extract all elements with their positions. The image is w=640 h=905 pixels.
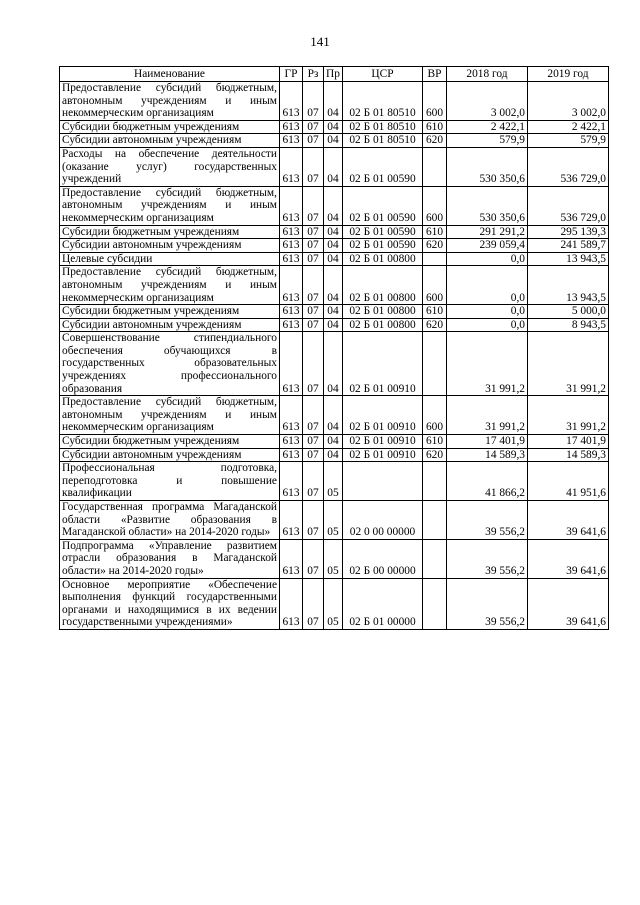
table-row: [60, 539, 609, 578]
pr-code: 04: [324, 318, 343, 332]
rz-code: 07: [303, 501, 324, 540]
vr-code: [423, 539, 447, 578]
row-name: Профессиональная подготовка, переподготовка и повышение квалификации: [60, 462, 280, 501]
row-name: Субсидии бюджетным учреждениям: [60, 435, 280, 449]
csr-code: 02 Б 01 80510: [343, 82, 423, 121]
vr-code: 620: [423, 318, 447, 332]
vr-code: [423, 252, 447, 266]
rz-code: 07: [303, 82, 324, 121]
table-row: [60, 332, 609, 396]
vr-code: 610: [423, 120, 447, 134]
vr-code: [423, 501, 447, 540]
row-name: Государственная программа Магаданской области «Развитие образования в Магаданской области» на 2014-2020 годы»: [60, 501, 280, 540]
row-name: Субсидии бюджетным учреждениям: [60, 120, 280, 134]
csr-code: 02 Б 01 00590: [343, 147, 423, 186]
csr-code: 02 Б 01 80510: [343, 134, 423, 148]
row-name: Субсидии автономным учреждениям: [60, 318, 280, 332]
table-row: [60, 448, 609, 462]
rz-code: 07: [303, 266, 324, 305]
row-name: Субсидии автономным учреждениям: [60, 239, 280, 253]
rz-code: 07: [303, 578, 324, 629]
column-header: Пр: [324, 67, 343, 82]
budget-table: [59, 66, 609, 630]
csr-code: 02 Б 01 00910: [343, 396, 423, 435]
amount-2018: 0,0: [447, 305, 528, 319]
pr-code: 04: [324, 435, 343, 449]
amount-2019: 295 139,3: [528, 225, 609, 239]
csr-code: 02 Б 01 00910: [343, 332, 423, 396]
gr-code: 613: [280, 396, 303, 435]
amount-2019: 31 991,2: [528, 332, 609, 396]
amount-2019: 13 943,5: [528, 252, 609, 266]
column-header: Наименование: [60, 67, 280, 82]
pr-code: 04: [324, 186, 343, 225]
vr-code: [423, 147, 447, 186]
gr-code: 613: [280, 82, 303, 121]
amount-2019: 13 943,5: [528, 266, 609, 305]
table-row: [60, 147, 609, 186]
pr-code: 05: [324, 578, 343, 629]
row-name: Субсидии автономным учреждениям: [60, 448, 280, 462]
rz-code: 07: [303, 435, 324, 449]
amount-2018: 39 556,2: [447, 501, 528, 540]
amount-2018: 14 589,3: [447, 448, 528, 462]
column-header: Рз: [303, 67, 324, 82]
table-row: [60, 462, 609, 501]
table-row: [60, 318, 609, 332]
vr-code: 620: [423, 448, 447, 462]
rz-code: 07: [303, 186, 324, 225]
column-header: ГР: [280, 67, 303, 82]
csr-code: 02 Б 01 00590: [343, 186, 423, 225]
pr-code: 04: [324, 239, 343, 253]
pr-code: 04: [324, 147, 343, 186]
amount-2019: 241 589,7: [528, 239, 609, 253]
amount-2018: 17 401,9: [447, 435, 528, 449]
csr-code: 02 Б 01 00000: [343, 578, 423, 629]
pr-code: 04: [324, 305, 343, 319]
amount-2019: 41 951,6: [528, 462, 609, 501]
csr-code: 02 Б 01 00800: [343, 318, 423, 332]
page-number: 141: [310, 34, 330, 49]
row-name: Субсидии бюджетным учреждениям: [60, 305, 280, 319]
rz-code: 07: [303, 239, 324, 253]
pr-code: 04: [324, 332, 343, 396]
vr-code: 600: [423, 396, 447, 435]
amount-2018: 39 556,2: [447, 578, 528, 629]
pr-code: 04: [324, 120, 343, 134]
row-name: Основное мероприятие «Обеспечение выполнения функций государственными органами и находящимися в их ведении государственными учреждениями»: [60, 578, 280, 629]
table-row: [60, 134, 609, 148]
pr-code: 04: [324, 266, 343, 305]
amount-2019: 17 401,9: [528, 435, 609, 449]
amount-2018: 0,0: [447, 318, 528, 332]
gr-code: 613: [280, 318, 303, 332]
gr-code: 613: [280, 186, 303, 225]
gr-code: 613: [280, 266, 303, 305]
table-row: [60, 239, 609, 253]
amount-2019: 14 589,3: [528, 448, 609, 462]
amount-2018: 579,9: [447, 134, 528, 148]
vr-code: [423, 462, 447, 501]
vr-code: 620: [423, 134, 447, 148]
vr-code: 600: [423, 266, 447, 305]
vr-code: 600: [423, 186, 447, 225]
amount-2019: 39 641,6: [528, 501, 609, 540]
amount-2019: 2 422,1: [528, 120, 609, 134]
pr-code: 05: [324, 539, 343, 578]
gr-code: 613: [280, 225, 303, 239]
vr-code: [423, 578, 447, 629]
amount-2018: 39 556,2: [447, 539, 528, 578]
pr-code: 04: [324, 134, 343, 148]
csr-code: [343, 462, 423, 501]
csr-code: 02 Б 01 00800: [343, 305, 423, 319]
rz-code: 07: [303, 305, 324, 319]
csr-code: 02 Б 00 00000: [343, 539, 423, 578]
pr-code: 04: [324, 396, 343, 435]
gr-code: 613: [280, 578, 303, 629]
table-row: [60, 252, 609, 266]
csr-code: 02 Б 01 00590: [343, 239, 423, 253]
table-row: [60, 501, 609, 540]
rz-code: 07: [303, 225, 324, 239]
gr-code: 613: [280, 435, 303, 449]
gr-code: 613: [280, 462, 303, 501]
vr-code: 610: [423, 305, 447, 319]
row-name: Субсидии бюджетным учреждениям: [60, 225, 280, 239]
csr-code: 02 Б 01 00910: [343, 435, 423, 449]
vr-code: 610: [423, 225, 447, 239]
table-header-row: [60, 67, 609, 82]
gr-code: 613: [280, 305, 303, 319]
amount-2019: 536 729,0: [528, 147, 609, 186]
table-row: [60, 225, 609, 239]
row-name: Совершенствование стипендиального обеспечения обучающихся в государственных образовательных учреждениях профессионального образования: [60, 332, 280, 396]
rz-code: 07: [303, 462, 324, 501]
row-name: Субсидии автономным учреждениям: [60, 134, 280, 148]
gr-code: 613: [280, 539, 303, 578]
csr-code: 02 0 00 00000: [343, 501, 423, 540]
pr-code: 04: [324, 82, 343, 121]
column-header: ЦСР: [343, 67, 423, 82]
gr-code: 613: [280, 147, 303, 186]
vr-code: 620: [423, 239, 447, 253]
csr-code: 02 Б 01 00800: [343, 252, 423, 266]
amount-2019: 579,9: [528, 134, 609, 148]
rz-code: 07: [303, 448, 324, 462]
amount-2019: 8 943,5: [528, 318, 609, 332]
column-header: 2019 год: [528, 67, 609, 82]
csr-code: 02 Б 01 00800: [343, 266, 423, 305]
table-row: [60, 396, 609, 435]
column-header: 2018 год: [447, 67, 528, 82]
amount-2019: 39 641,6: [528, 578, 609, 629]
rz-code: 07: [303, 318, 324, 332]
row-name: Предоставление субсидий бюджетным, автономным учреждениям и иным некоммерческим организациям: [60, 396, 280, 435]
vr-code: 600: [423, 82, 447, 121]
row-name: Предоставление субсидий бюджетным, автономным учреждениям и иным некоммерческим организациям: [60, 82, 280, 121]
pr-code: 05: [324, 462, 343, 501]
amount-2019: 39 641,6: [528, 539, 609, 578]
amount-2019: 31 991,2: [528, 396, 609, 435]
gr-code: 613: [280, 448, 303, 462]
pr-code: 04: [324, 448, 343, 462]
amount-2018: 3 002,0: [447, 82, 528, 121]
row-name: Подпрограмма «Управление развитием отрасли образования в Магаданской области» на 2014-2020 годы»: [60, 539, 280, 578]
vr-code: 610: [423, 435, 447, 449]
rz-code: 07: [303, 252, 324, 266]
amount-2018: 530 350,6: [447, 186, 528, 225]
gr-code: 613: [280, 332, 303, 396]
amount-2018: 291 291,2: [447, 225, 528, 239]
rz-code: 07: [303, 147, 324, 186]
row-name: Предоставление субсидий бюджетным, автономным учреждениям и иным некоммерческим организациям: [60, 186, 280, 225]
pr-code: 04: [324, 225, 343, 239]
amount-2018: 2 422,1: [447, 120, 528, 134]
amount-2018: 0,0: [447, 266, 528, 305]
rz-code: 07: [303, 120, 324, 134]
column-header: ВР: [423, 67, 447, 82]
gr-code: 613: [280, 120, 303, 134]
rz-code: 07: [303, 539, 324, 578]
amount-2018: 239 059,4: [447, 239, 528, 253]
amount-2018: 530 350,6: [447, 147, 528, 186]
table-row: [60, 266, 609, 305]
amount-2019: 5 000,0: [528, 305, 609, 319]
table-row: [60, 120, 609, 134]
table-row: [60, 435, 609, 449]
gr-code: 613: [280, 252, 303, 266]
table-row: [60, 305, 609, 319]
gr-code: 613: [280, 134, 303, 148]
row-name: Расходы на обеспечение деятельности (оказание услуг) государственных учреждений: [60, 147, 280, 186]
table-row: [60, 578, 609, 629]
amount-2018: 31 991,2: [447, 396, 528, 435]
pr-code: 04: [324, 252, 343, 266]
row-name: Целевые субсидии: [60, 252, 280, 266]
gr-code: 613: [280, 501, 303, 540]
rz-code: 07: [303, 134, 324, 148]
gr-code: 613: [280, 239, 303, 253]
amount-2019: 3 002,0: [528, 82, 609, 121]
row-name: Предоставление субсидий бюджетным, автономным учреждениям и иным некоммерческим организациям: [60, 266, 280, 305]
csr-code: 02 Б 01 00910: [343, 448, 423, 462]
amount-2018: 0,0: [447, 252, 528, 266]
amount-2018: 31 991,2: [447, 332, 528, 396]
pr-code: 05: [324, 501, 343, 540]
csr-code: 02 Б 01 00590: [343, 225, 423, 239]
amount-2019: 536 729,0: [528, 186, 609, 225]
amount-2018: 41 866,2: [447, 462, 528, 501]
table-row: [60, 82, 609, 121]
table-row: [60, 186, 609, 225]
rz-code: 07: [303, 332, 324, 396]
csr-code: 02 Б 01 80510: [343, 120, 423, 134]
vr-code: [423, 332, 447, 396]
rz-code: 07: [303, 396, 324, 435]
